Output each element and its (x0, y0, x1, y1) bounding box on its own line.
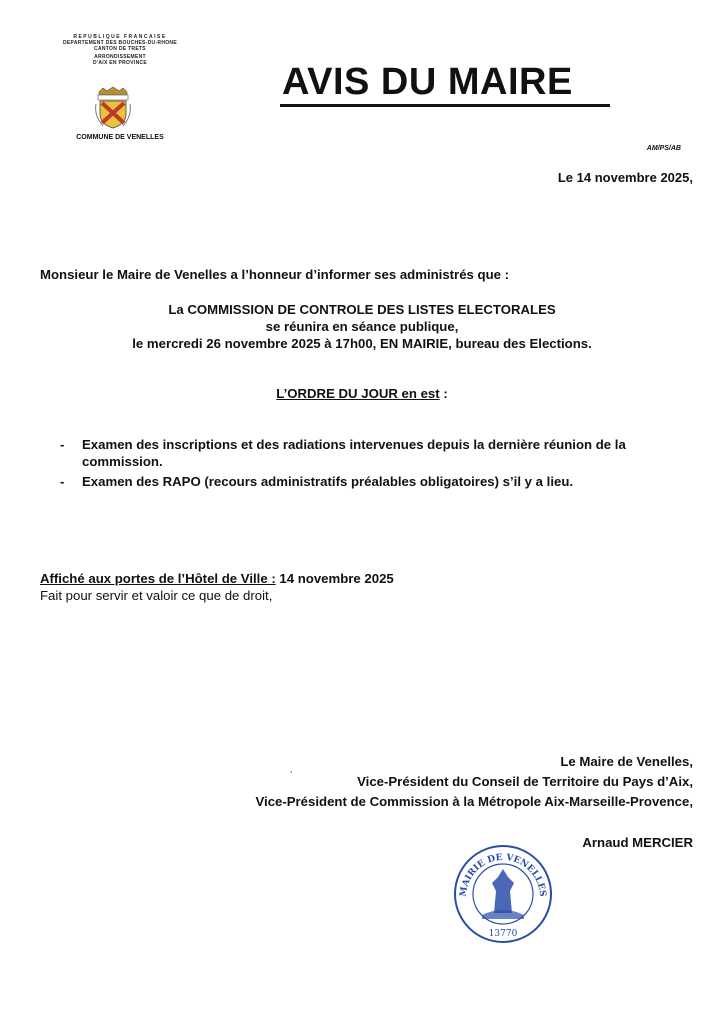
announcement-line-3: le mercredi 26 novembre 2025 à 17h00, EN MAIRIE, bureau des Elections. (132, 336, 592, 351)
posting-statement: Fait pour servir et valoir ce que de droit, (40, 588, 273, 603)
svg-text:13770: 13770 (488, 929, 518, 939)
header-departement: DEPARTEMENT DES BOUCHES-DU-RHONE (63, 40, 177, 46)
agenda-heading-colon: : (439, 386, 448, 401)
header-canton: CANTON DE TRETS (94, 46, 146, 52)
signature-block (255, 752, 693, 812)
signature-title-1: Le Maire de Venelles, (560, 754, 693, 769)
agenda-heading (40, 386, 684, 401)
stray-mark: , (290, 765, 293, 774)
agenda-item-2: Examen des RAPO (recours administratifs préalables obligatoires) s’il y a lieu. (82, 474, 574, 489)
list-bullet: - (60, 474, 65, 489)
posting-date: 14 novembre 2025 (275, 571, 394, 586)
commune-name: COMMUNE DE VENELLES (76, 134, 164, 141)
svg-text:MAIRIE DE VENELLES: MAIRIE DE VENELLES (458, 852, 548, 898)
signature-title-2: Vice-Président du Conseil de Territoire du Pays d’Aix, (357, 774, 693, 789)
header-arrondissement: ARRONDISSEMENT (94, 54, 146, 60)
posting-line (40, 571, 394, 586)
agenda-list (60, 436, 700, 493)
reference-code: AM/PS/AB (646, 145, 681, 152)
announcement-block (40, 301, 684, 352)
letterhead (48, 34, 192, 66)
header-republique: REPUBLIQUE FRANCAISE (73, 34, 167, 40)
signatory-name: Arnaud MERCIER (582, 835, 693, 850)
posting-label: Affiché aux portes de l’Hôtel de Ville : (40, 571, 276, 586)
header-aix: D'AIX EN PROVINCE (92, 60, 148, 66)
announcement-line-2: se réunira en séance publique, (265, 319, 459, 334)
official-stamp-icon (452, 843, 554, 945)
list-item (60, 436, 700, 470)
town-crest-icon (93, 86, 133, 130)
list-bullet: - (60, 437, 65, 452)
list-item (60, 473, 700, 490)
signature-title-3: Vice-Président de Commission à la Métropole Aix-Marseille-Provence, (255, 794, 693, 809)
page-title: AVIS DU MAIRE (282, 61, 573, 103)
title-underline (280, 104, 610, 107)
document-date: Le 14 novembre 2025, (557, 170, 693, 185)
agenda-item-1: Examen des inscriptions et des radiations intervenues depuis la dernière réunion de la commission. (82, 437, 626, 469)
intro-paragraph: Monsieur le Maire de Venelles a l’honneur d’informer ses administrés que : (40, 267, 510, 282)
agenda-heading-text: L’ORDRE DU JOUR en est (276, 386, 440, 401)
announcement-line-1: La COMMISSION DE CONTROLE DES LISTES ELECTORALES (168, 302, 556, 317)
